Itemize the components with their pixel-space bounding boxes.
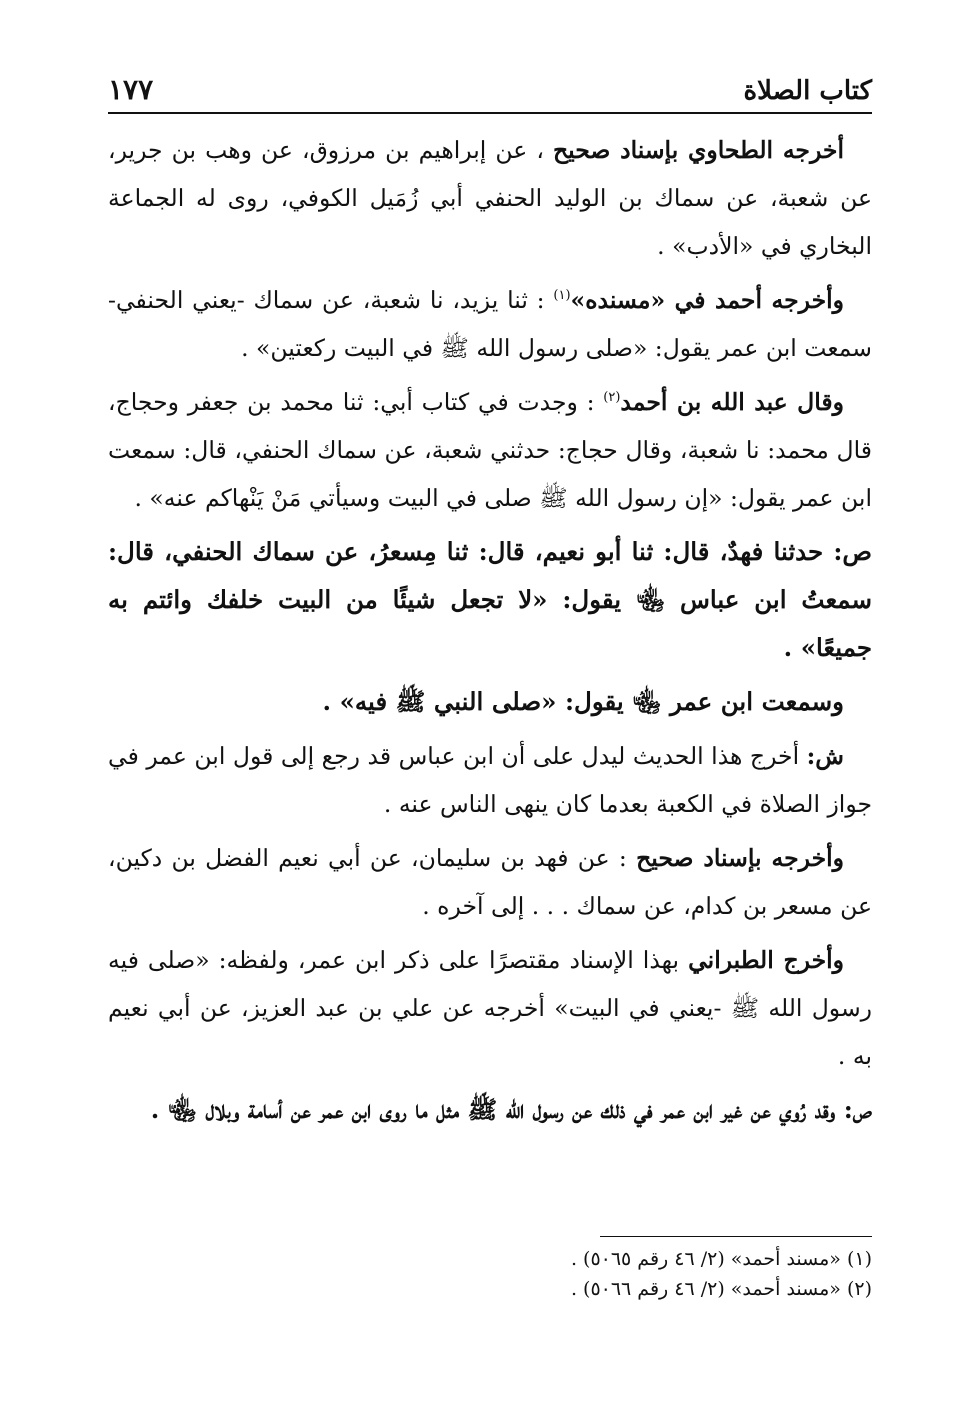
footnote-ref-2[interactable]: (٢) — [603, 390, 621, 406]
chapter-title: كتاب الصلاة — [743, 76, 872, 106]
footnote-separator — [600, 1236, 872, 1237]
page-number: ١٧٧ — [108, 73, 154, 106]
hadith-text-1: ص: حدثنا فهدٌ، قال: ثنا أبو نعيم، قال: ثنا مِسعرُ، عن سماك الحنفي، قال: سمعتُ ابن عباس ﵄ يقول: «لا تجعل شيئًا من البيت خلفك وائتم به جميعًا» . — [108, 537, 872, 662]
paragraph-7: وأخرج الطبراني بهذا الإسناد مقتصرًا على ذكر ابن عمر، ولفظه: «صلى فيه رسول الله ﷺ -يعني في البيت» أخرجه عن علي بن عبد العزيز، عن أبي نعيم به . — [108, 946, 872, 1070]
hadith-text-2: وسمعت ابن عمر ﵄ يقول: «صلى النبي ﷺ فيه» . — [322, 687, 844, 716]
footnote-1: (١) «مسند أحمد» (٢/ ٤٦ رقم ٥٠٦٥) . — [570, 1248, 872, 1270]
paragraph-commentary: ش: أخرج هذا الحديث ليدل على أن ابن عباس قد رجع إلى قول ابن عمر في جواز الصلاة في الكعبة بعدما كان ينهى الناس عنه . — [108, 742, 872, 818]
paragraph-2: وأخرجه أحمد في «مسنده»$^{(١)}$ : ثنا يزيد، نا شعبة، عن سماك -يعني الحنفي- سمعت ابن عمر يقول: «صلى رسول الله ﷺ في البيت ركعتين» . — [108, 286, 872, 362]
hadith-text-3: ص: وقد رُوي عن غير ابن عمر في ذلك عن رسول الله ﷺ مثل ما روى ابن عمر عن أسامة وبلال ﵄ . — [150, 1095, 872, 1124]
running-header — [108, 62, 872, 114]
footnotes — [108, 1244, 872, 1304]
paragraph-6: وأخرجه بإسناد صحيح : عن فهد بن سليمان، عن أبي نعيم الفضل بن دكين، عن مسعر بن كدام، عن سماك . . . إلى آخره . — [108, 844, 872, 920]
paragraph-3: وقال عبد الله بن أحمد$^{(٢)}$ : وجدت في كتاب أبي: ثنا محمد بن جعفر وحجاج، قال محمد: نا شعبة، وقال حجاج: حدثني شعبة، عن سماك الحنفي، قال: سمعت ابن عمر يقول: «إن رسول الله ﷺ صلى في البيت وسيأتي مَنْ يَنْهاكم عنه» . — [108, 388, 872, 512]
paragraph-1: أخرجه الطحاوي بإسناد صحيح ، عن إبراهيم بن مرزوق، عن وهب بن جرير، عن شعبة، عن سماك بن الوليد الحنفي أبي زُمَيل الكوفي، روى له الجماعة البخاري في «الأدب» . — [108, 136, 872, 260]
main-text — [108, 126, 872, 1140]
footnote-2: (٢) «مسند أحمد» (٢/ ٤٦ رقم ٥٠٦٦) . — [570, 1278, 872, 1300]
footnote-ref-1[interactable]: (١) — [553, 288, 571, 304]
